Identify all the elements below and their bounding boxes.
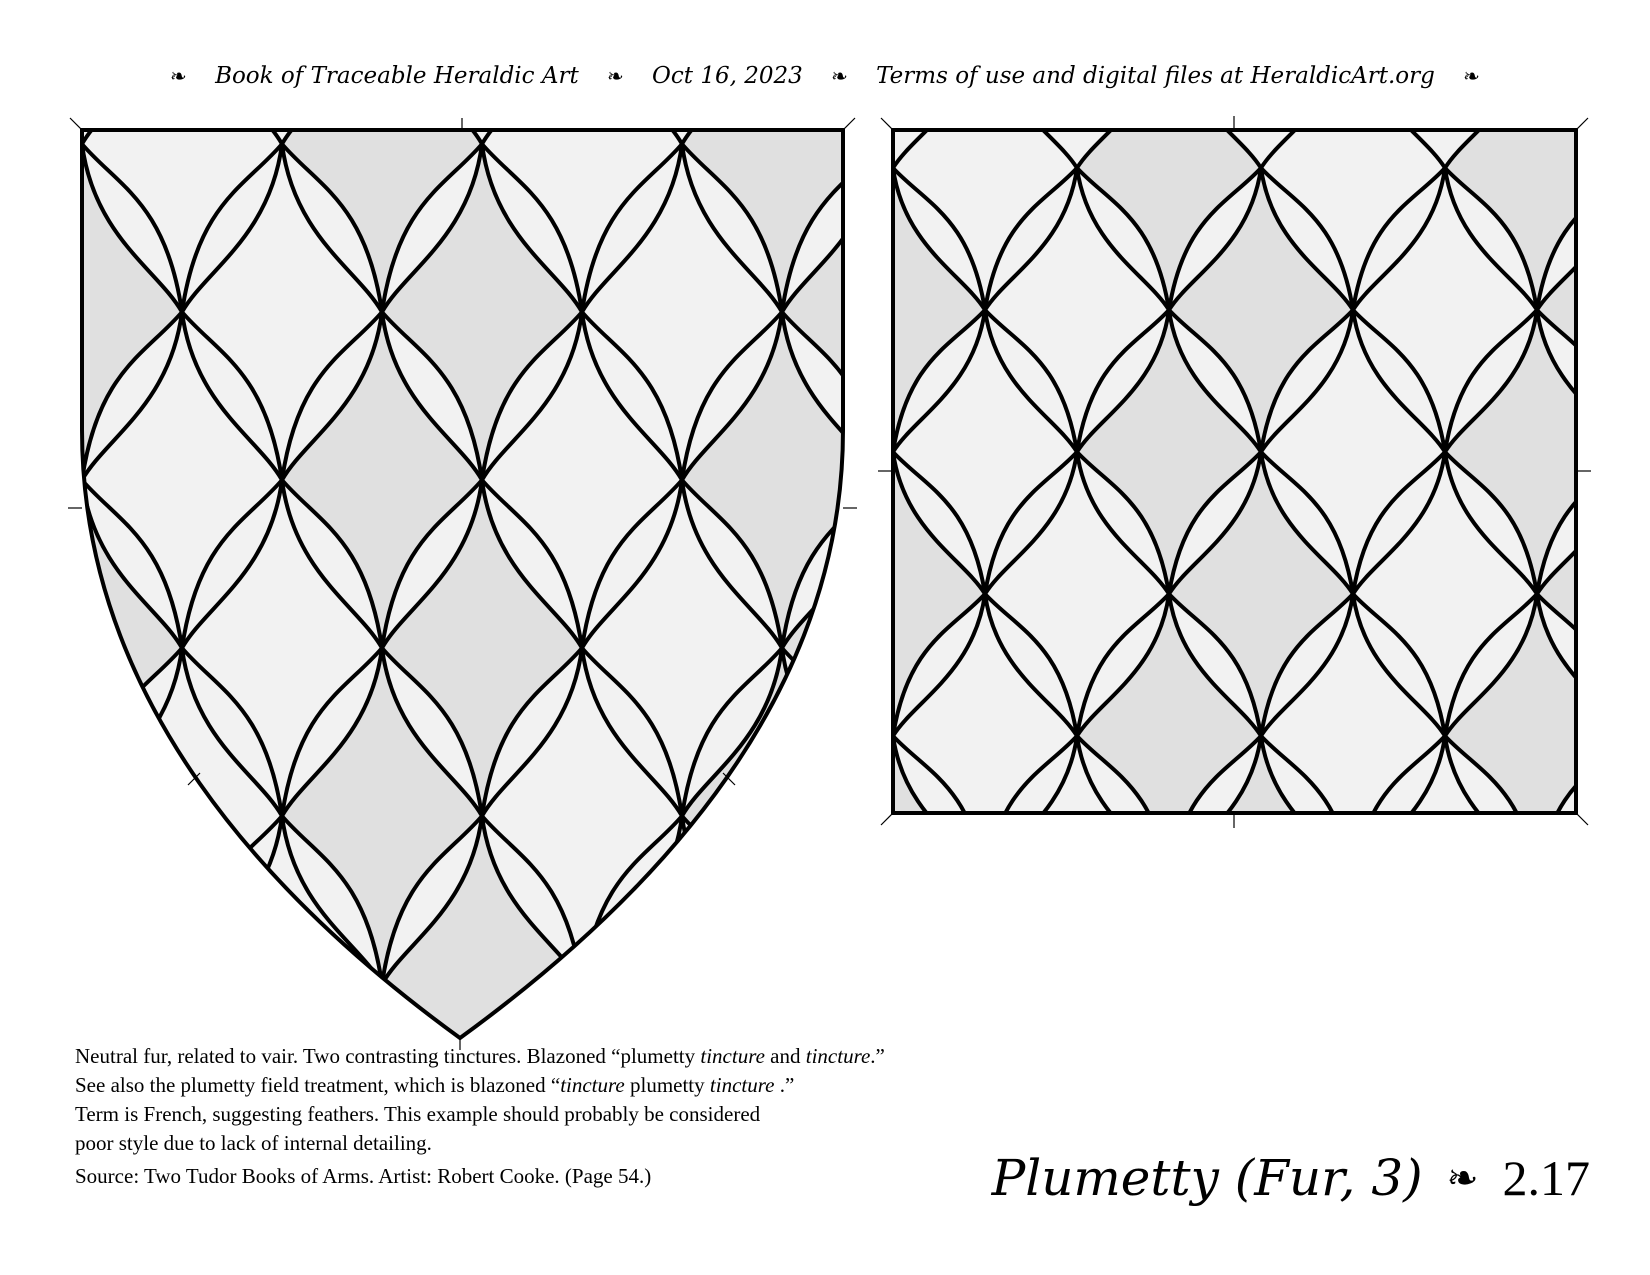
plate-number: 2.17 (1502, 1150, 1590, 1206)
plumetty-feather (0, 312, 82, 648)
fleuron-icon: ❧ (606, 64, 624, 88)
source-citation: Source: Two Tudor Books of Arms. Artist: Robert Cooke. (Page 54.) (75, 1164, 652, 1188)
plumetty-feather (0, 0, 82, 312)
description-line-3: Term is French, suggesting feathers. This example should probably be considered (75, 1102, 761, 1126)
plumetty-feather (1445, 878, 1629, 1162)
plumetty-feather (1629, 310, 1650, 594)
book-title: Book of Traceable Heraldic Art (215, 63, 579, 89)
plate-title: Plumetty (Fur, 3) (991, 1149, 1423, 1207)
description (75, 1042, 1075, 1191)
description-line-4: poor style due to lack of internal detailing. (75, 1131, 432, 1155)
plumetty-feather (1077, 878, 1261, 1162)
plumetty-feather (0, 648, 82, 984)
fleuron-icon: ❧ (831, 64, 848, 88)
terms-notice: Terms of use and digital files at HeraldicArt.org (876, 63, 1435, 89)
plumetty-feather (0, 984, 82, 1275)
plumetty-feather (1261, 878, 1445, 1162)
fleuron-icon: ❧ (170, 64, 187, 88)
plumetty-feather (1629, 878, 1650, 1162)
description-line-1: Neutral fur, related to vair. Two contrasting tinctures. Blazoned “plumetty tincture and tincture.” (75, 1044, 885, 1068)
description-line-2: See also the plumetty field treatment, which is blazoned “tincture plumetty tincture .” (75, 1073, 795, 1097)
plumetty-feather (1082, 984, 1282, 1275)
plumetty-feather (1629, 594, 1650, 878)
plumetty-feather (1629, 26, 1650, 310)
plate-caption (991, 1138, 1590, 1218)
fleuron-icon: ❧ (1446, 1156, 1479, 1200)
publication-date: Oct 16, 2023 (652, 63, 803, 89)
fleuron-icon: ❧ (1463, 64, 1480, 88)
